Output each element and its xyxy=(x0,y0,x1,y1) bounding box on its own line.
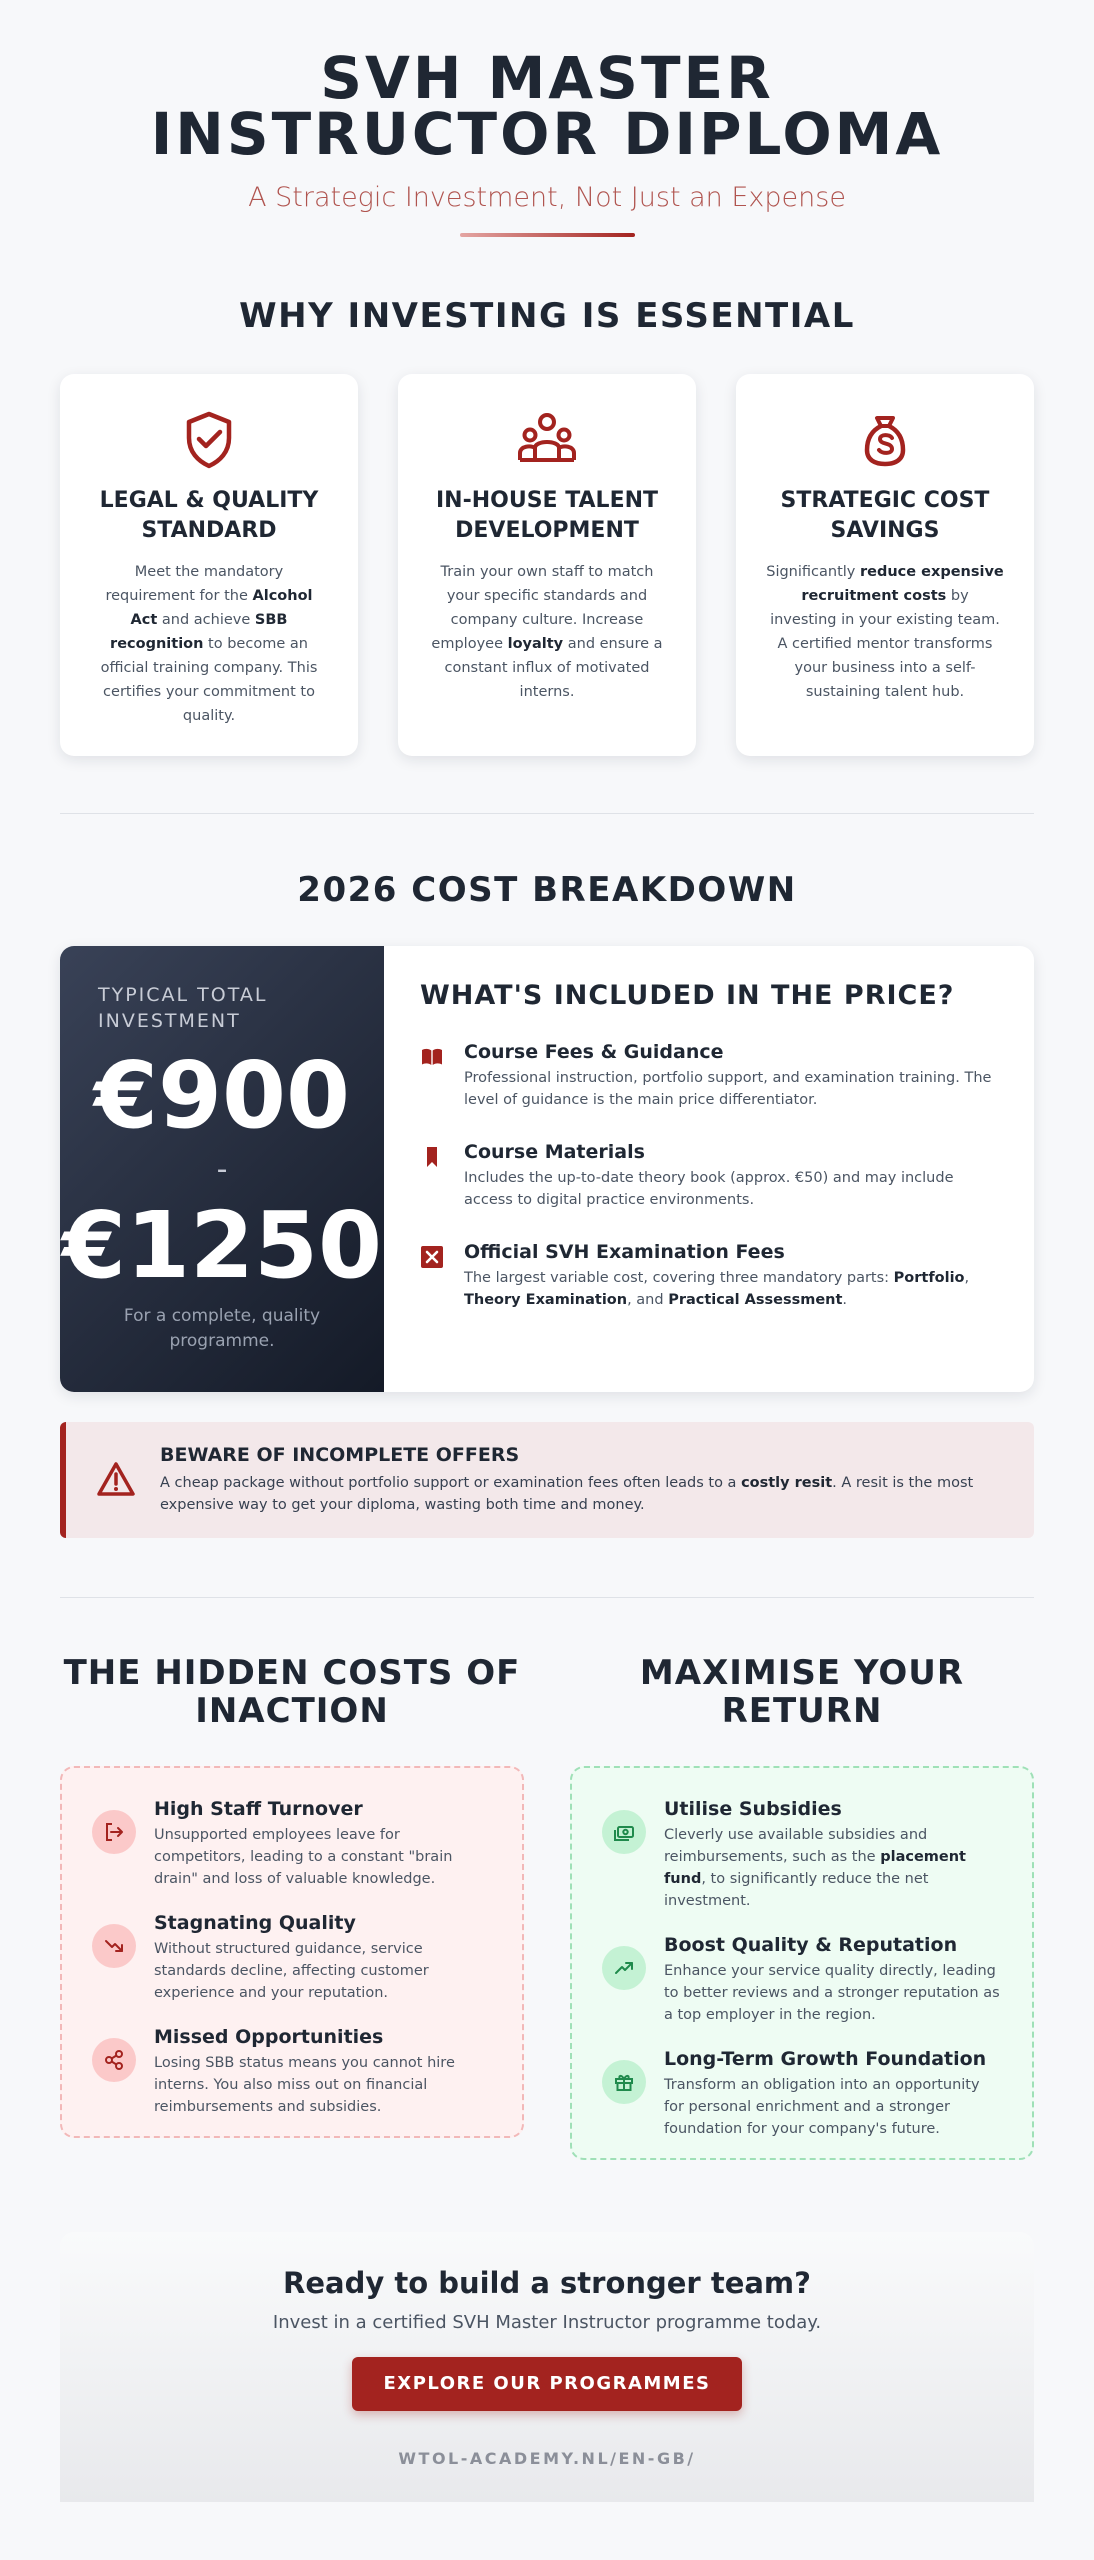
exam-x-icon xyxy=(420,1245,444,1269)
page-title: SVH MASTER INSTRUCTOR DIPLOMA xyxy=(150,44,944,168)
hero-header xyxy=(0,44,1094,237)
money-bag-icon xyxy=(853,408,917,472)
cost-section-title: 2026 COST BREAKDOWN xyxy=(297,870,797,910)
why-card-text: Train your own staff to match your specific standards and company culture. Increase employee loyalty and ensure a constant influx of motivated interns. xyxy=(431,564,663,700)
warning-text: A cheap package without portfolio support or examination fees often leads to a costly resit. A resit is the most expensive way to get your diploma, wasting both time and money. xyxy=(160,1475,974,1513)
why-card-text: Meet the mandatory requirement for the Alcohol Act and achieve SBB recognition to become an official training company. This certifies your commitment to quality. xyxy=(100,564,318,724)
list-item-title: Boost Quality & Reputation xyxy=(664,1934,958,1956)
included-item xyxy=(420,1241,1000,1311)
team-icon xyxy=(515,408,579,472)
list-item-title: Long-Term Growth Foundation xyxy=(664,2048,987,2070)
price-separator: - xyxy=(216,1152,228,1187)
list-item-text: Unsupported employees leave for competitors, leading to a constant "brain drain" and loss of valuable knowledge. xyxy=(154,1827,453,1887)
shield-check-icon xyxy=(177,408,241,472)
included-item-title: Course Materials xyxy=(464,1141,645,1163)
warning-banner xyxy=(60,1422,1034,1538)
section-divider xyxy=(60,813,1034,814)
trend-down-icon xyxy=(92,1924,136,1968)
network-icon xyxy=(92,2038,136,2082)
warning-title: BEWARE OF INCOMPLETE OFFERS xyxy=(160,1444,520,1466)
why-card-savings xyxy=(736,374,1034,756)
book-open-icon xyxy=(420,1045,444,1069)
list-item xyxy=(62,1798,522,1890)
gift-icon xyxy=(602,2060,646,2104)
section-divider xyxy=(60,1597,1034,1598)
included-item-title: Course Fees & Guidance xyxy=(464,1041,724,1063)
why-card-title: IN-HOUSE TALENT DEVELOPMENT xyxy=(435,488,659,543)
list-item xyxy=(62,1912,522,2004)
hidden-costs-panel xyxy=(60,1766,524,2138)
why-card-legal xyxy=(60,374,358,756)
list-item-title: Utilise Subsidies xyxy=(664,1798,842,1820)
included-item xyxy=(420,1141,1000,1211)
cta-section xyxy=(60,2232,1034,2502)
why-card-title: STRATEGIC COST SAVINGS xyxy=(780,488,990,543)
included-list xyxy=(420,980,1000,1311)
investment-label: TYPICAL TOTAL INVESTMENT xyxy=(98,984,268,1032)
why-section-title: WHY INVESTING IS ESSENTIAL xyxy=(239,296,855,336)
title-underline xyxy=(460,233,635,237)
cta-text: Invest in a certified SVH Master Instructor programme today. xyxy=(272,2312,822,2333)
included-item-text: The largest variable cost, covering three mandatory parts: Portfolio, Theory Examination, and Practical Assessment. xyxy=(464,1270,970,1308)
list-item xyxy=(572,1798,1032,1912)
page-subtitle: A Strategic Investment, Not Just an Expense xyxy=(248,182,846,213)
cta-title: Ready to build a stronger team? xyxy=(283,2266,811,2300)
list-item-text: Enhance your service quality directly, leading to better reviews and a stronger reputation as a top employer in the region. xyxy=(664,1963,1000,2023)
list-item xyxy=(62,2026,522,2118)
website-link[interactable]: WTOL-ACADEMY.NL/EN-GB/ xyxy=(398,2449,696,2468)
maximise-title: MAXIMISE YOUR RETURN xyxy=(639,1653,965,1731)
warning-triangle-icon xyxy=(96,1460,136,1500)
explore-programmes-button[interactable]: EXPLORE OUR PROGRAMMES xyxy=(352,2357,742,2411)
price-low: €900 xyxy=(93,1042,351,1149)
list-item xyxy=(572,1934,1032,2026)
included-item xyxy=(420,1041,1000,1111)
included-title: WHAT'S INCLUDED IN THE PRICE? xyxy=(420,980,955,1011)
list-item-title: Stagnating Quality xyxy=(154,1912,356,1934)
bookmark-icon xyxy=(420,1145,444,1169)
hidden-costs-title: THE HIDDEN COSTS OF INACTION xyxy=(63,1653,521,1731)
list-item-text: Cleverly use available subsidies and reimbursements, such as the placement fund, to significantly reduce the net investment. xyxy=(664,1827,966,1909)
why-card-text: Significantly reduce expensive recruitment costs by investing in your existing team. A certified mentor transforms your business into a self-sustaining talent hub. xyxy=(766,564,1004,700)
investment-panel xyxy=(60,946,384,1392)
list-item-title: Missed Opportunities xyxy=(154,2026,384,2048)
list-item-text: Losing SBB status means you cannot hire interns. You also miss out on financial reimbursements and subsidies. xyxy=(154,2055,455,2115)
maximise-panel xyxy=(570,1766,1034,2160)
why-card-title: LEGAL & QUALITY STANDARD xyxy=(99,488,319,543)
list-item xyxy=(572,2048,1032,2140)
cost-breakdown-card xyxy=(60,946,1034,1392)
list-item-text: Transform an obligation into an opportunity for personal enrichment and a stronger foundation for your company's future. xyxy=(664,2077,980,2137)
included-item-title: Official SVH Examination Fees xyxy=(464,1241,785,1263)
list-item-text: Without structured guidance, service standards decline, affecting customer experience and your reputation. xyxy=(154,1941,429,2001)
price-note: For a complete, quality programme. xyxy=(123,1306,321,1351)
cash-icon xyxy=(602,1810,646,1854)
included-item-text: Includes the up-to-date theory book (approx. €50) and may include access to digital practice environments. xyxy=(464,1170,954,1208)
price-high: €1250 xyxy=(61,1192,383,1299)
list-item-title: High Staff Turnover xyxy=(154,1798,363,1820)
included-item-text: Professional instruction, portfolio support, and examination training. The level of guidance is the main price differentiator. xyxy=(464,1070,992,1108)
why-card-talent xyxy=(398,374,696,756)
exit-icon xyxy=(92,1810,136,1854)
trend-up-icon xyxy=(602,1946,646,1990)
